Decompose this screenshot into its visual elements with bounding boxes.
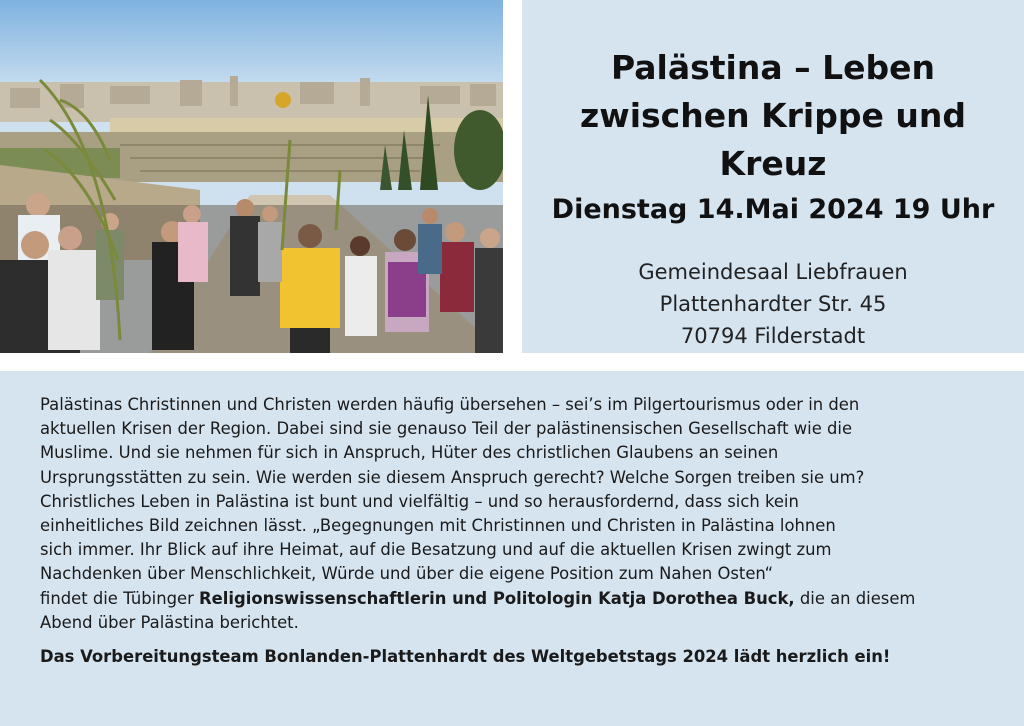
speaker-prefix: findet die Tübinger: [40, 588, 200, 608]
venue-name: Gemeindesaal Liebfrauen: [638, 260, 908, 284]
invitation-text: Das Vorbereitungsteam Bonlanden-Plattenhardt des Weltgebetstags 2024 lädt herzlich ein!: [40, 647, 891, 667]
header-panel: [522, 0, 1024, 353]
street-address: Plattenhardter Str. 45: [659, 292, 887, 316]
description-line: Ursprungsstätten zu sein. Wie werden sie diesem Anspruch gerecht? Welche Sorgen treiben sie um?: [40, 467, 865, 487]
title-line-1: Palästina – Leben: [610, 48, 936, 87]
golden-dome: [275, 92, 291, 108]
description-line: sich immer. Ihr Blick auf ihre Heimat, auf die Besatzung und auf die aktuellen Krisen zwingt zum: [40, 540, 832, 560]
procession-photo-illustration: [0, 0, 503, 353]
title-line-2: zwischen Krippe und Kreuz: [580, 96, 966, 183]
speaker-line: [40, 587, 984, 611]
description-last-line: Abend über Palästina berichtet.: [40, 612, 299, 632]
description-text: [40, 393, 984, 635]
description-line: Christliches Leben in Palästina ist bunt und vielfältig – und so herausfordernd, dass sich kein: [40, 491, 799, 511]
event-date: Dienstag 14.Mai 2024 19 Uhr: [551, 194, 995, 225]
description-line: Muslime. Und sie nehmen für sich in Anspruch, Hüter des christlichen Glaubens an seinen: [40, 443, 779, 463]
old-city-wall: [110, 118, 503, 132]
description-panel: [0, 371, 1024, 726]
event-photo: [0, 0, 503, 353]
description-line: Palästinas Christinnen und Christen werden häufig übersehen – sei’s im Pilgertourismus oder in den: [40, 395, 860, 414]
speaker-name: Religionswissenschaftlerin und Politologin Katja Dorothea Buck,: [199, 588, 795, 608]
city-postcode: 70794 Filderstadt: [680, 324, 866, 348]
speaker-suffix: die an diesem: [794, 588, 916, 608]
description-line: Nachdenken über Menschlichkeit, Würde und über die eigene Position zum Nahen Osten“: [40, 564, 774, 584]
description-line: aktuellen Krisen der Region. Dabei sind sie genauso Teil der palästinensischen Gesellschaft wie die: [40, 419, 853, 439]
description-line: einheitliches Bild zeichnen lässt. „Begegnungen mit Christinnen und Christen in Palästina lohnen: [40, 516, 836, 536]
event-address: [522, 256, 1024, 352]
